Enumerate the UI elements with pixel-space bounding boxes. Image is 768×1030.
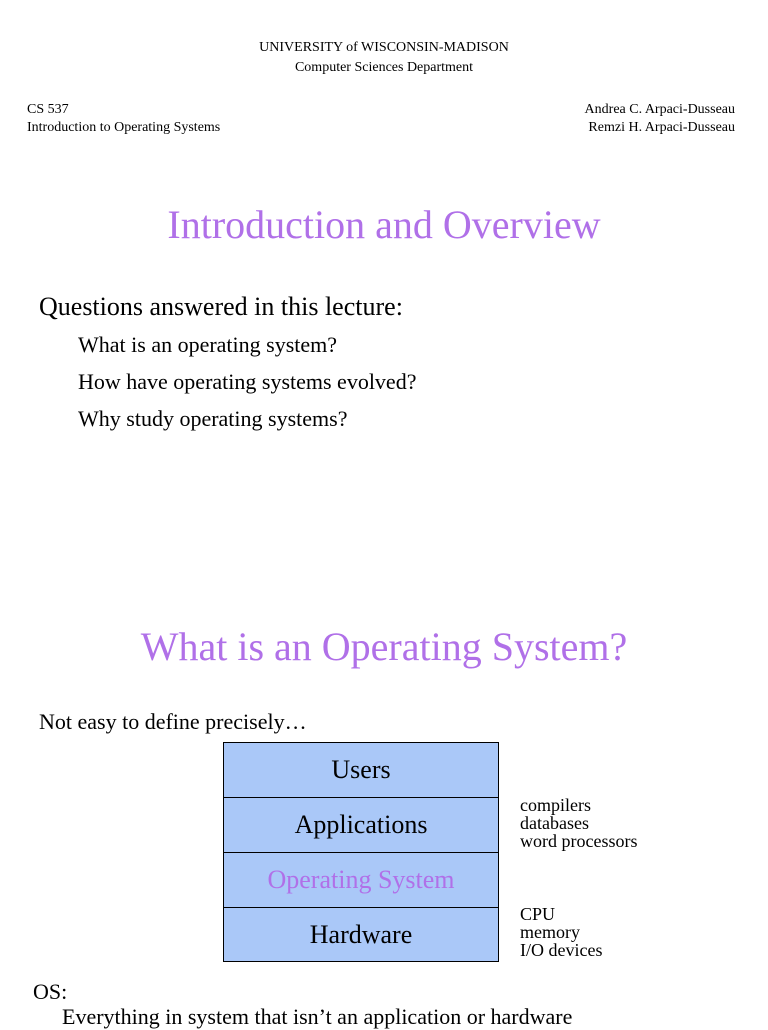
questions-heading: Questions answered in this lecture:	[39, 292, 403, 321]
author-2: Remzi H. Arpaci-Dusseau	[588, 120, 735, 135]
university-name: UNIVERSITY of WISCONSIN-MADISON	[259, 40, 509, 55]
list-item: I/O devices	[520, 940, 603, 960]
list-item: memory	[520, 922, 580, 942]
course-name: Introduction to Operating Systems	[27, 120, 221, 135]
department-name: Computer Sciences Department	[294, 60, 474, 75]
slide2-title: What is an Operating System?	[140, 624, 628, 669]
course-code: CS 537	[27, 102, 69, 117]
hardware-examples	[520, 905, 602, 959]
list-item: compilers	[520, 795, 591, 815]
list-item: CPU	[520, 904, 556, 924]
layer-applications: Applications	[224, 798, 498, 853]
question-item: Why study operating systems?	[78, 406, 348, 431]
application-examples	[520, 796, 637, 850]
author-1: Andrea C. Arpaci-Dusseau	[584, 102, 735, 117]
question-item: What is an operating system?	[78, 332, 338, 357]
layer-operating-system: Operating System	[224, 853, 498, 908]
os-definition: Everything in system that isn’t an application or hardware	[62, 1004, 573, 1029]
list-item: word processors	[520, 831, 638, 851]
os-label: OS:	[33, 979, 68, 1004]
intro-text: Not easy to define precisely…	[39, 709, 307, 734]
layer-hardware: Hardware	[224, 908, 498, 961]
question-item: How have operating systems evolved?	[78, 369, 417, 394]
slide1-title: Introduction and Overview	[167, 202, 601, 247]
layer-users: Users	[224, 743, 498, 798]
system-layer-diagram	[223, 742, 499, 962]
list-item: databases	[520, 813, 589, 833]
